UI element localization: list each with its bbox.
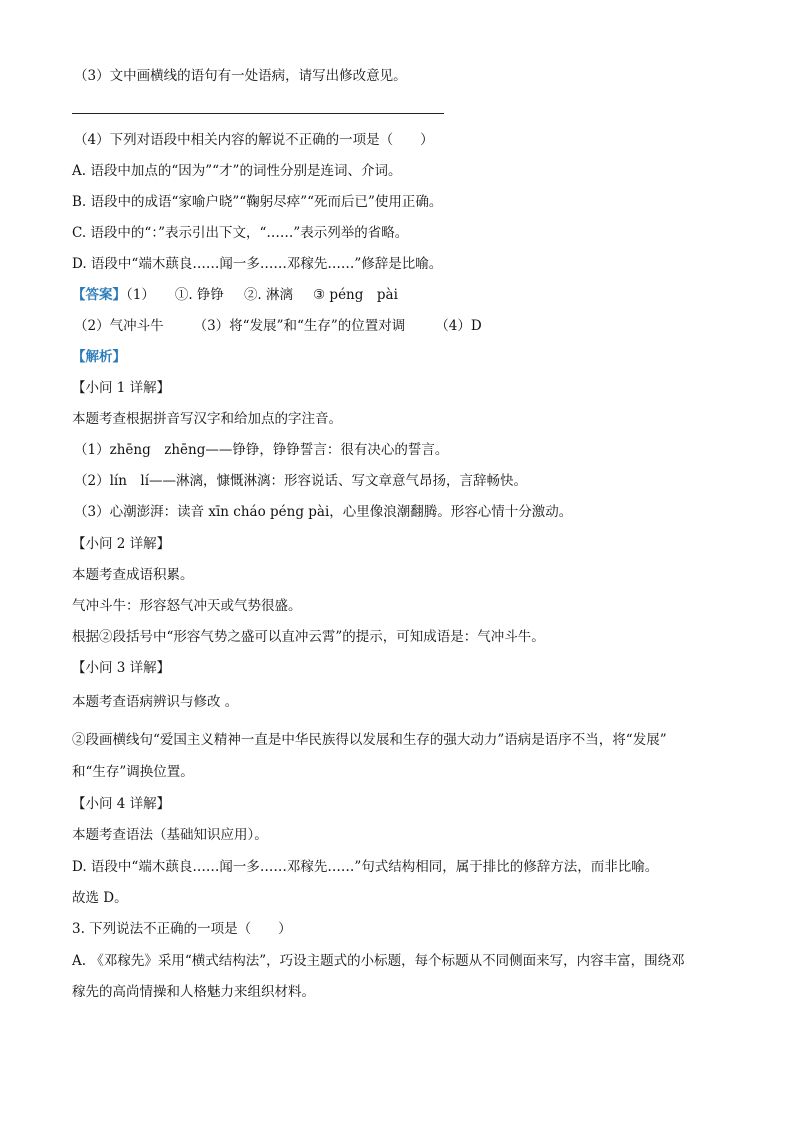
section-2-line: 根据②段括号中“形容气势之盛可以直冲云霄”的提示，可知成语是：气冲斗牛。 [72,629,545,645]
section-2-line: 气冲斗牛：形容怒气冲天或气势很盛。 [72,598,302,614]
answer-part1-prefix: （1） [126,287,155,303]
answer-part4: （4）D [435,318,482,334]
answer-item-1: ①. 铮铮 [174,287,224,303]
section-1-line: （2）lín lí——淋漓，慷慨淋漓：形容说话、写文章意气昂扬，言辞畅快。 [74,473,528,489]
answer-item-3: ③ péng pài [313,287,398,303]
section-1-line: （3）心潮澎湃：读音 xīn cháo péng pài，心里像浪潮翻腾。形容心情十分激动。 [74,504,573,520]
question-next-option-a: A. 《邓稼先》采用“横式结构法”，巧设主题式的小标题，每个标题从不同侧面来写，内容丰富，围绕邓 [72,953,685,969]
answer-part3: （3）将“发展”和“生存”的位置对调 [193,318,406,334]
section-3-line: 本题考查语病辨识与修改 。 [72,694,239,710]
section-1-heading: 【小问 1 详解】 [72,380,171,396]
section-3-line: ②段画横线句“爱国主义精神一直是中华民族得以发展和生存的强大动力”语病是语序不当，将“发展” [72,732,667,748]
answer-item-2: ②. 淋漓 [243,287,294,303]
answer-blank-line [72,113,444,114]
option-d: D. 语段中“端木蕻良……闻一多……邓稼先……”修辞是比喻。 [72,256,443,272]
section-2-heading: 【小问 2 详解】 [72,536,171,552]
section-1-line: 本题考查根据拼音写汉字和给加点的字注音。 [72,411,342,427]
analysis-tag: 【解析】 [72,349,126,365]
section-4-line: D. 语段中“端木蕻良……闻一多……邓稼先……”句式结构相同，属于排比的修辞方法，而非比喻。 [72,859,659,875]
question-4-stem: （4）下列对语段中相关内容的解说不正确的一项是（ ） [74,132,434,148]
section-4-heading: 【小问 4 详解】 [72,796,171,812]
section-4-line: 故选 D。 [72,890,128,906]
question-next-option-a-cont: 稼先的高尚情操和人格魅力来组织材料。 [72,984,315,1000]
section-3-heading: 【小问 3 详解】 [72,660,171,676]
section-4-line: 本题考查语法（基础知识应用）。 [72,827,268,843]
answer-line-1 [72,286,398,304]
answer-tag: 【答案】 [72,287,126,303]
question-next-stem: 3. 下列说法不正确的一项是（ ） [72,921,292,937]
section-2-line: 本题考查成语积累。 [72,567,194,583]
answer-line-2 [74,317,482,335]
section-1-line: （1）zhēng zhēng——铮铮，铮铮誓言：很有决心的誓言。 [74,442,449,458]
option-c: C. 语段中的“：”表示引出下文，“……”表示列举的省略。 [72,225,409,241]
option-b: B. 语段中的成语“家喻户晓”“鞠躬尽瘁”“死而后已”使用正确。 [72,194,443,210]
section-3-line: 和“生存”调换位置。 [72,764,194,780]
option-a: A. 语段中加点的“因为”“才”的词性分别是连词、介词。 [72,163,402,179]
question-3-prompt: （3）文中画横线的语句有一处语病，请写出修改意见。 [74,68,407,84]
answer-part2: （2）气冲斗牛 [74,318,164,334]
